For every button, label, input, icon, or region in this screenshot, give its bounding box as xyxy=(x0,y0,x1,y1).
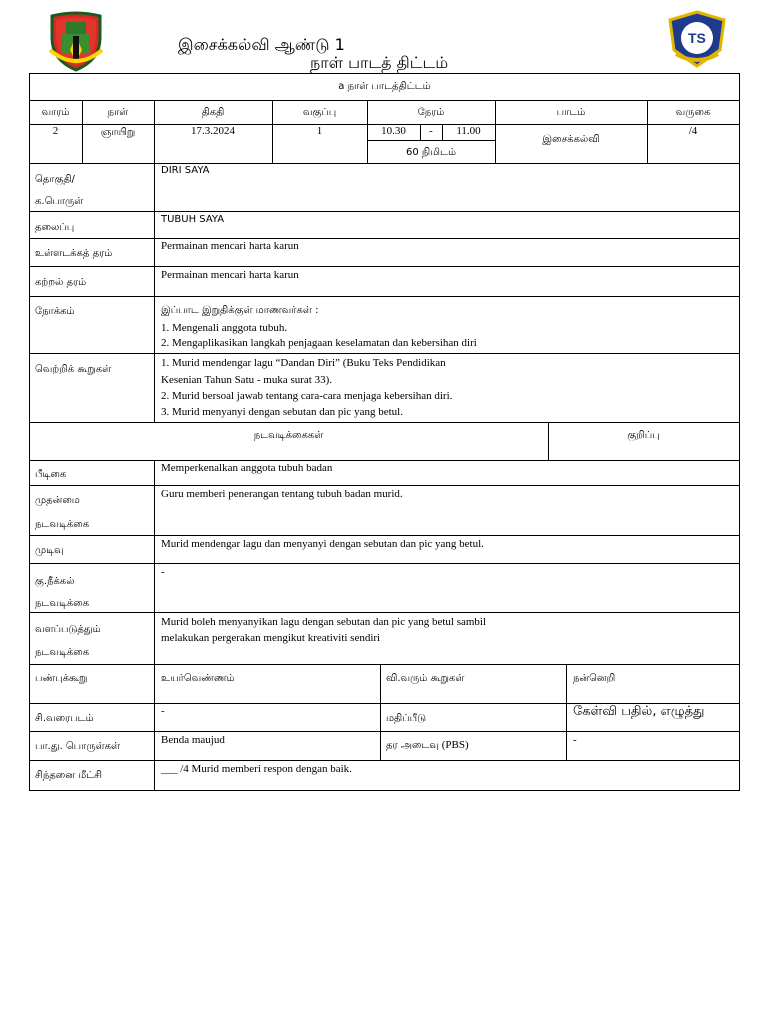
header-time: நேரம் xyxy=(417,107,445,118)
objective-intro: இப்பாட இறுதிக்குள் மாணவர்கள் : xyxy=(161,305,319,316)
materials-value: Benda maujud xyxy=(161,734,225,746)
date-value: 17.3.2024 xyxy=(191,125,235,137)
header-date: திகதி xyxy=(201,107,225,118)
header-class: வகுப்பு xyxy=(302,107,337,118)
topic-value: TUBUH SAYA xyxy=(161,214,225,225)
remedial-label-2: நடவடிக்கை xyxy=(35,598,90,609)
topic-label: தலைப்பு xyxy=(35,222,75,233)
success-3: 3. Murid menyanyi dengan sebutan dan pic yang betul. xyxy=(161,406,403,418)
header-week: வாரம் xyxy=(41,107,70,118)
success-1a: 1. Murid mendengar lagu “Dandan Diri” (Buku Teks Pendidikan xyxy=(161,357,446,369)
pbs-label-suffix: (PBS) xyxy=(441,739,469,751)
remedial-value: - xyxy=(161,566,165,578)
learning-standard-value: Permainan mencari harta karun xyxy=(161,269,299,281)
header-day: நாள் xyxy=(107,107,129,118)
school-crest-logo xyxy=(46,10,106,72)
enrichment-label-2: நடவடிக்கை xyxy=(35,647,90,658)
ts-emblem-logo xyxy=(666,10,728,68)
theme-label-2: க.பொருள் xyxy=(35,196,84,207)
values-label: பண்புக்கூறு xyxy=(35,673,88,684)
reflection-label: சிந்தனை மீட்சி xyxy=(35,770,102,781)
assessment-value: கேள்வி பதில், எழுத்து xyxy=(573,704,705,719)
objective-label: நோக்கம் xyxy=(35,306,75,317)
cce-label: வி.வரும் கூறுகள் xyxy=(386,673,465,684)
success-2: 2. Murid bersoal jawab tentang cara-cara menjaga kebersihan diri. xyxy=(161,390,453,402)
induction-value: Memperkenalkan anggota tubuh badan xyxy=(161,462,333,474)
theme-label-1: தொகுதி/ xyxy=(35,174,75,185)
week-value: 2 xyxy=(52,125,59,137)
success-1b: Kesenian Tahun Satu - muka surat 33). xyxy=(161,374,333,386)
mindmap-label: சி.வரைபடம் xyxy=(35,713,94,724)
table-title: a நாள் பாடத்திட்டம் xyxy=(338,81,431,92)
enrichment-label-1: வளப்படுத்தும் xyxy=(35,624,101,635)
page-subtitle: நாள் பாடத் திட்டம் xyxy=(310,53,449,72)
pbs-label-text: தர அடைவு xyxy=(386,740,439,751)
mindmap-value: - xyxy=(161,705,165,717)
enrichment-value-1: Murid boleh menyanyikan lagu dengan sebutan dan pic yang betul sambil xyxy=(161,616,487,628)
pbs-value: - xyxy=(573,734,577,746)
assessment-label: மதிப்பீடு xyxy=(386,713,427,724)
success-criteria-label: வெற்றிக் கூறுகள் xyxy=(35,364,112,375)
day-value: ஞாயிறு xyxy=(100,127,136,138)
closure-label: முடிவு xyxy=(35,545,64,556)
content-standard-value: Permainan mencari harta karun xyxy=(161,240,299,252)
materials-label: பா.து. பொருள்கள் xyxy=(35,741,121,752)
main-activity-label-2: நடவடிக்கை xyxy=(35,519,90,530)
reflection-value: ___ /4 Murid memberi respon dengan baik. xyxy=(161,763,352,775)
objective-1: 1. Mengenali anggota tubuh. xyxy=(161,322,288,334)
time-end: 11.00 xyxy=(456,125,481,137)
svg-text:TS: TS xyxy=(688,30,706,46)
subject-value: இசைக்கல்வி xyxy=(542,134,600,145)
header-attendance: வருகை xyxy=(675,107,711,118)
time-dash: - xyxy=(429,125,433,137)
content-standard-label: உள்ளடக்கத் தரம் xyxy=(35,248,113,259)
enrichment-value-2: melakukan pergerakan mengikut kreativiti sendiri xyxy=(161,632,381,644)
pbs-label xyxy=(386,738,469,753)
moral-label: நன்னெறி xyxy=(573,673,616,684)
activities-header: நடவடிக்கைகள் xyxy=(253,430,324,441)
remedial-label-1: கு.நீக்கல் xyxy=(35,576,75,587)
theme-value: DIRI SAYA xyxy=(161,165,210,176)
page-title: இசைக்கல்வி ஆண்டு 1 xyxy=(178,35,345,54)
class-value: 1 xyxy=(316,125,323,137)
notes-header: குறிப்பு xyxy=(627,430,660,441)
learning-standard-label: கற்றல் தரம் xyxy=(35,277,87,288)
header-subject: பாடம் xyxy=(556,107,586,118)
duration-value: 60 நிமிடம் xyxy=(405,147,457,158)
attendance-value: /4 xyxy=(688,125,698,137)
time-start: 10.30 xyxy=(381,125,406,137)
closure-value: Murid mendengar lagu dan menyanyi dengan sebutan dan pic yang betul. xyxy=(161,538,484,550)
main-activity-label-1: முதன்மை xyxy=(35,495,80,506)
induction-label: பீடிகை xyxy=(35,469,67,480)
hots-label: உயர்வெண்ணம் xyxy=(161,673,235,684)
objective-2: 2. Mengaplikasikan langkah penjagaan keselamatan dan kebersihan diri xyxy=(161,337,477,349)
main-activity-value: Guru memberi penerangan tentang tubuh badan murid. xyxy=(161,488,403,500)
